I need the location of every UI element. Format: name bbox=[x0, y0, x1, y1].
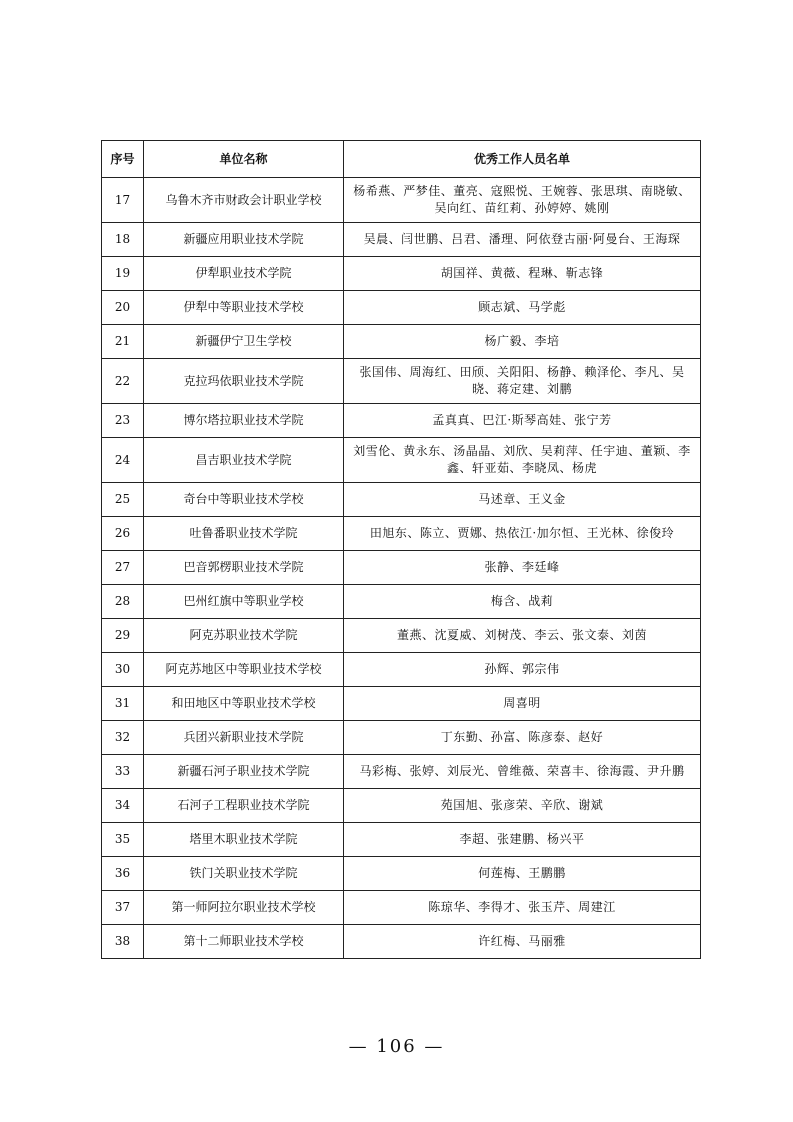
table-row bbox=[102, 257, 701, 291]
row-unit-name: 昌吉职业技术学院 bbox=[144, 438, 344, 483]
row-serial-number: 28 bbox=[102, 585, 144, 619]
row-honoree-names: 丁东勤、孙富、陈彦泰、赵好 bbox=[344, 721, 701, 755]
row-honoree-names: 李超、张建鹏、杨兴平 bbox=[344, 823, 701, 857]
row-honoree-names: 胡国祥、黄薇、程琳、靳志锋 bbox=[344, 257, 701, 291]
row-unit-name: 乌鲁木齐市财政会计职业学校 bbox=[144, 178, 344, 223]
page-number: — 106 — bbox=[348, 1036, 445, 1057]
row-unit-name: 巴音郭楞职业技术学院 bbox=[144, 551, 344, 585]
row-serial-number: 18 bbox=[102, 223, 144, 257]
row-unit-name: 伊犁职业技术学院 bbox=[144, 257, 344, 291]
row-honoree-names: 张国伟、周海红、田颀、关阳阳、杨静、赖泽伦、李凡、吴晓、蒋定建、刘鹏 bbox=[344, 359, 701, 404]
header-serial-number: 序号 bbox=[102, 141, 144, 178]
table-row bbox=[102, 687, 701, 721]
row-honoree-names: 孙辉、郭宗伟 bbox=[344, 653, 701, 687]
table-row bbox=[102, 585, 701, 619]
row-unit-name: 新疆伊宁卫生学校 bbox=[144, 325, 344, 359]
row-honoree-names: 孟真真、巴江·斯琴高娃、张宁芳 bbox=[344, 404, 701, 438]
table-row bbox=[102, 483, 701, 517]
row-serial-number: 21 bbox=[102, 325, 144, 359]
table-row bbox=[102, 755, 701, 789]
table-row bbox=[102, 291, 701, 325]
row-serial-number: 35 bbox=[102, 823, 144, 857]
table-row bbox=[102, 551, 701, 585]
honoree-table bbox=[101, 140, 701, 959]
table-row bbox=[102, 223, 701, 257]
row-serial-number: 34 bbox=[102, 789, 144, 823]
row-unit-name: 铁门关职业技术学院 bbox=[144, 857, 344, 891]
row-unit-name: 石河子工程职业技术学院 bbox=[144, 789, 344, 823]
row-unit-name: 博尔塔拉职业技术学院 bbox=[144, 404, 344, 438]
row-unit-name: 吐鲁番职业技术学院 bbox=[144, 517, 344, 551]
row-serial-number: 24 bbox=[102, 438, 144, 483]
table-row bbox=[102, 925, 701, 959]
table-row bbox=[102, 517, 701, 551]
row-unit-name: 阿克苏地区中等职业技术学校 bbox=[144, 653, 344, 687]
row-honoree-names: 陈琼华、李得才、张玉芹、周建江 bbox=[344, 891, 701, 925]
row-unit-name: 兵团兴新职业技术学院 bbox=[144, 721, 344, 755]
row-unit-name: 奇台中等职业技术学校 bbox=[144, 483, 344, 517]
row-serial-number: 30 bbox=[102, 653, 144, 687]
row-honoree-names: 许红梅、马丽雅 bbox=[344, 925, 701, 959]
row-unit-name: 第十二师职业技术学校 bbox=[144, 925, 344, 959]
row-unit-name: 克拉玛依职业技术学院 bbox=[144, 359, 344, 404]
row-honoree-names: 周喜明 bbox=[344, 687, 701, 721]
row-unit-name: 新疆石河子职业技术学院 bbox=[144, 755, 344, 789]
table-row bbox=[102, 857, 701, 891]
row-unit-name: 第一师阿拉尔职业技术学校 bbox=[144, 891, 344, 925]
header-unit-name: 单位名称 bbox=[144, 141, 344, 178]
table-row bbox=[102, 325, 701, 359]
row-unit-name: 巴州红旗中等职业学校 bbox=[144, 585, 344, 619]
table-row bbox=[102, 823, 701, 857]
row-serial-number: 22 bbox=[102, 359, 144, 404]
row-honoree-names: 何莲梅、王鹏鹏 bbox=[344, 857, 701, 891]
row-serial-number: 36 bbox=[102, 857, 144, 891]
row-honoree-names: 苑国旭、张彦荣、辛欣、谢斌 bbox=[344, 789, 701, 823]
row-unit-name: 和田地区中等职业技术学校 bbox=[144, 687, 344, 721]
row-honoree-names: 顾志斌、马学彪 bbox=[344, 291, 701, 325]
row-unit-name: 阿克苏职业技术学院 bbox=[144, 619, 344, 653]
row-serial-number: 26 bbox=[102, 517, 144, 551]
header-honoree-names: 优秀工作人员名单 bbox=[344, 141, 701, 178]
row-unit-name: 新疆应用职业技术学院 bbox=[144, 223, 344, 257]
table-row bbox=[102, 653, 701, 687]
row-serial-number: 29 bbox=[102, 619, 144, 653]
row-serial-number: 38 bbox=[102, 925, 144, 959]
table-row bbox=[102, 891, 701, 925]
row-honoree-names: 刘雪伦、黄永东、汤晶晶、刘欣、吴莉萍、任宇迪、董颖、李鑫、轩亚茹、李晓凤、杨虎 bbox=[344, 438, 701, 483]
row-serial-number: 19 bbox=[102, 257, 144, 291]
row-honoree-names: 马彩梅、张婷、刘辰光、曾维薇、荣喜丰、徐海霞、尹升鹏 bbox=[344, 755, 701, 789]
row-serial-number: 20 bbox=[102, 291, 144, 325]
row-serial-number: 17 bbox=[102, 178, 144, 223]
table-row bbox=[102, 721, 701, 755]
row-serial-number: 32 bbox=[102, 721, 144, 755]
table-row bbox=[102, 404, 701, 438]
row-honoree-names: 杨广毅、李培 bbox=[344, 325, 701, 359]
row-honoree-names: 张静、李廷峰 bbox=[344, 551, 701, 585]
table-row bbox=[102, 789, 701, 823]
row-honoree-names: 马述章、王义金 bbox=[344, 483, 701, 517]
table-row bbox=[102, 438, 701, 483]
row-honoree-names: 梅含、战莉 bbox=[344, 585, 701, 619]
row-unit-name: 塔里木职业技术学院 bbox=[144, 823, 344, 857]
row-honoree-names: 杨希燕、严梦佳、董亮、寇熙悦、王婉蓉、张思琪、南晓敏、吴向红、苗红莉、孙婷婷、姚刚 bbox=[344, 178, 701, 223]
row-unit-name: 伊犁中等职业技术学校 bbox=[144, 291, 344, 325]
row-honoree-names: 董燕、沈夏威、刘树茂、李云、张文泰、刘茵 bbox=[344, 619, 701, 653]
table-row bbox=[102, 359, 701, 404]
row-honoree-names: 吴晨、闫世鹏、吕君、潘理、阿依登古丽·阿曼台、王海琛 bbox=[344, 223, 701, 257]
row-serial-number: 27 bbox=[102, 551, 144, 585]
row-serial-number: 37 bbox=[102, 891, 144, 925]
row-serial-number: 31 bbox=[102, 687, 144, 721]
table-row bbox=[102, 178, 701, 223]
row-serial-number: 25 bbox=[102, 483, 144, 517]
row-honoree-names: 田旭东、陈立、贾娜、热依江·加尔恒、王光林、徐俊玲 bbox=[344, 517, 701, 551]
table-header-row bbox=[102, 141, 701, 178]
row-serial-number: 33 bbox=[102, 755, 144, 789]
table-row bbox=[102, 619, 701, 653]
row-serial-number: 23 bbox=[102, 404, 144, 438]
